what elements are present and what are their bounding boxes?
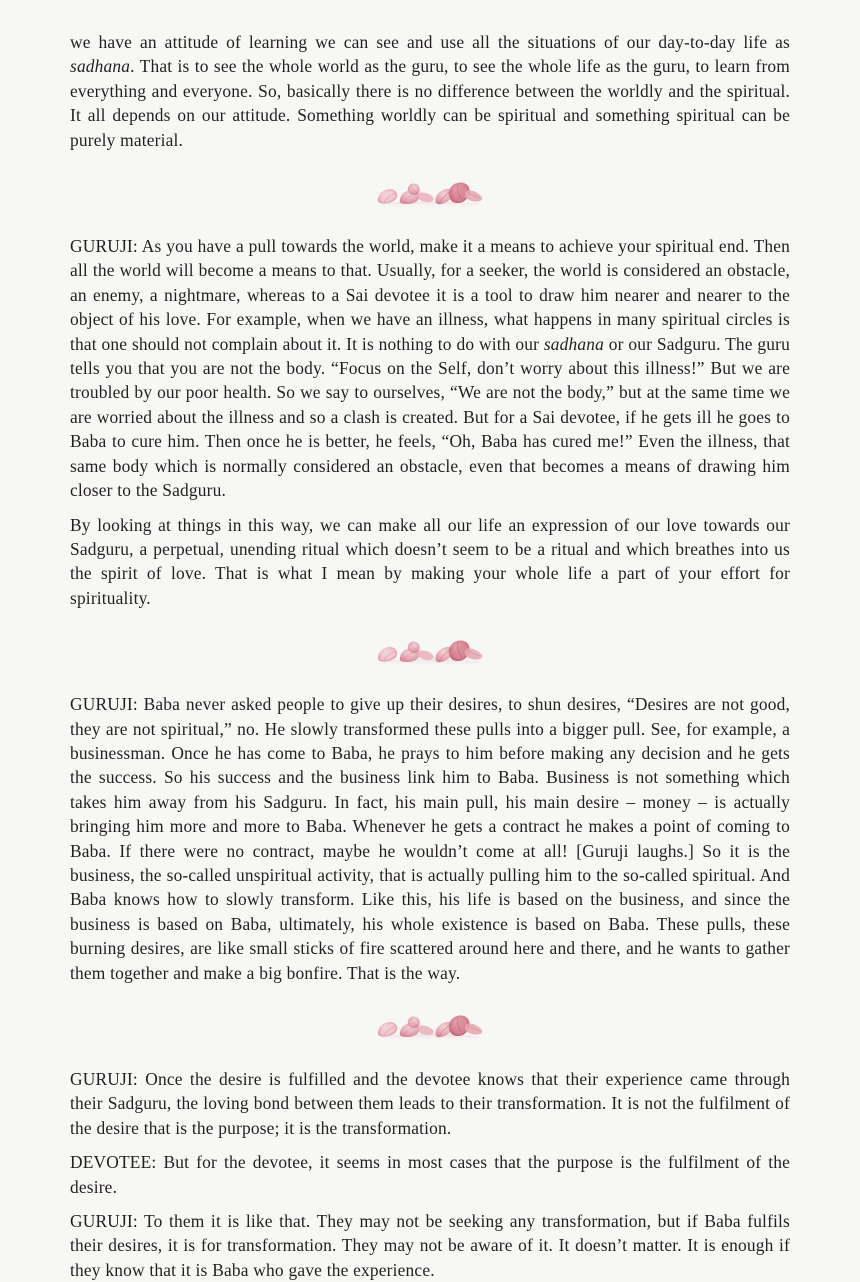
paragraph-guruji-once-the-desire: GURUJI: Once the desire is fulfilled and the devotee knows that their experience came through their Sadguru, the loving bond between them leads to their transformation. It is not the fulfilment of the desire that is the purpose; it is the transformation. [70,1069,790,1138]
text-column [70,30,790,1282]
spacer-before-ornament-2 [70,610,790,628]
paragraph-guruji-to-them-it-is-like-that: GURUJI: To them it is like that. They may not be seeking any transformation, but if Baba fulfils their desires, it is for transformation. They may not be aware of it. It doesn’t matter. It is enough if they know that it is Baba who gave the experience. [70,1211,790,1280]
spacer-after-ornament-1 [70,216,790,234]
spacer-after-ornament-2 [70,674,790,692]
paragraph-guruji-baba-never-asked: GURUJI: Baba never asked people to give up their desires, to shun desires, “Desires are not good, they are not spiritual,” no. He slowly transformed these pulls into a bigger pull. See, for example, a businessman. Once he has come to Baba, he prays to him before making any decision and he gets the success. So his success and the business link him to Baba. Business is not something which takes him away from his Sadguru. In fact, his main pull, his main desire – money – is actually bringing him more and more to Baba. Whenever he gets a contract he makes a point of coming to Baba. If there were no contract, maybe he wouldn’t come at all! [Guruji laughs.] So it is the business, the so-called unspiritual activity, that is actually pulling him to the so-called spiritual. And Baba knows how to slowly transform. Like this, his life is based on the business, and since the business is based on Baba, ultimately, his whole existence is based on Baba. These pulls, these burning desires, are like small sticks of fire scattered around here and there, and he wants to gather them together and make a big bonfire. That is the way. [70,694,790,983]
rose-petals-ornament [70,628,790,674]
spacer-before-ornament-3 [70,985,790,1003]
paragraph-devotee-but-for-the-devotee: DEVOTEE: But for the devotee, it seems in most cases that the purpose is the fulfilment of the desire. [70,1152,790,1197]
paragraph-guruji-pull-towards-world: GURUJI: As you have a pull towards the world, make it a means to achieve your spiritual end. Then all the world will become a means to that. Usually, for a seeker, the world is considered an obstacle, an enemy, a nightmare, whereas to a Sai devotee it is a tool to draw him nearer and nearer to the object of his love. For example, when we have an illness, what happens in many spiritual circles is that one should not complain about it. It is nothing to do with our sadhana or our Sadguru. The guru tells you that you are not the body. “Focus on the Self, don’t worry about this illness!” But we are troubled by our poor health. So we say to ourselves, “We are not the body,” but at the same time we are worried about the illness and so a clash is created. But for a Sai devotee, if he gets ill he goes to Baba to cure him. Then once he is better, he feels, “Oh, Baba has cured me!” Even the illness, that same body which is normally considered an obstacle, even that becomes a means of drawing him closer to the Sadguru. [70,236,790,501]
rose-petals-ornament [70,1003,790,1049]
rose-petals-ornament [70,170,790,216]
spacer-before-ornament-1 [70,152,790,170]
paragraph-by-looking-at-things: By looking at things in this way, we can make all our life an expression of our love towards our Sadguru, a perpetual, unending ritual which doesn’t seem to be a ritual and which breathes into us the spirit of love. That is what I mean by making your whole life a part of your effort for spirituality. [70,514,790,608]
spacer-after-ornament-3 [70,1049,790,1067]
paragraph-continuation: we have an attitude of learning we can see and use all the situations of our day-to-day life as sadhana. That is to see the whole world as the guru, to see the whole life as the guru, to learn from everything and everyone. So, basically there is no difference between the worldly and the spiritual. It all depends on our attitude. Something worldly can be spiritual and something spiritual can be purely material. [70,32,790,150]
